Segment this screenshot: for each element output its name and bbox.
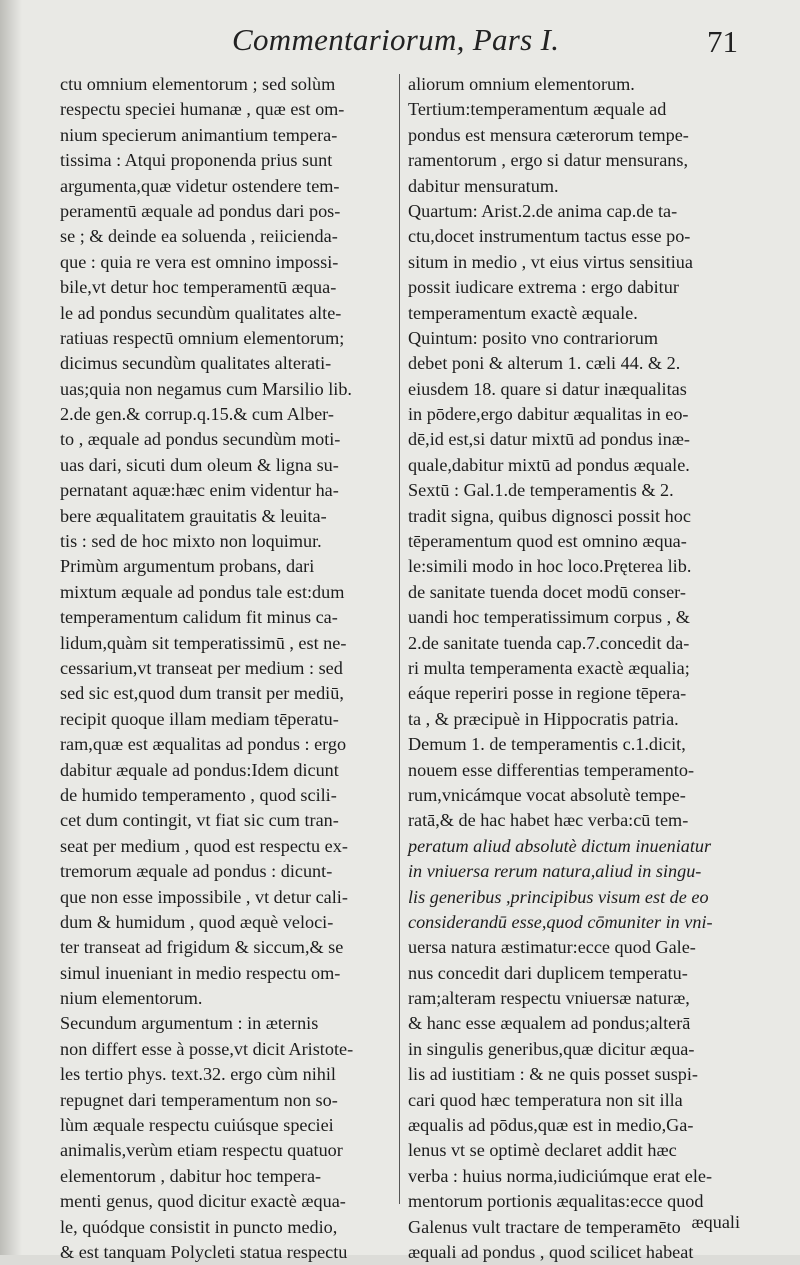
running-head: Commentariorum, Pars I.: [232, 22, 560, 57]
text-line: peramentū æquale ad pondus dari pos-: [60, 200, 341, 221]
text-line: que : quia re vera est omnino impossi-: [60, 251, 339, 272]
text-line: peratum aliud absolutè dictum inueniatur: [408, 835, 712, 856]
text-line: le:simili modo in hoc loco.Prętereа lib.: [408, 556, 692, 577]
text-line: 2.de gen.& corrup.q.15.& cum Alber-: [60, 404, 334, 425]
right-text-column: [408, 72, 768, 1262]
text-line: nium elementorum.: [60, 988, 203, 1009]
text-line: eiusdem 18. quare si datur inæqualitas: [408, 378, 687, 399]
text-line: sed sic est,quod dum transit per mediū,: [60, 683, 344, 704]
text-line: le ad pondus secundùm qualitates alte-: [60, 302, 342, 323]
catchword: æquali: [691, 1212, 740, 1232]
text-line: lidum,quàm sit temperatissimū , est ne-: [60, 632, 347, 653]
column-divider: [399, 74, 400, 1204]
text-line: lis generibus ,principibus visum est de eo: [408, 886, 709, 907]
text-line: de humido temperamento , quod scili-: [60, 784, 337, 805]
text-line: rum,vnicámque vocat absolutè tempe-: [408, 784, 686, 805]
text-line: in singulis generibus,quæ dicitur æqua-: [408, 1038, 695, 1059]
text-line: in vniuersa rerum natura,aliud in singu-: [408, 861, 702, 882]
text-line: cet dum contingit, vt fiat sic cum tran-: [60, 810, 339, 831]
text-line: temperamentum exactè æquale.: [408, 302, 638, 323]
text-line: situm in medio , vt eius virtus sensitiua: [408, 251, 693, 272]
text-line: uas;quia non negamus cum Marsilio lib.: [60, 378, 352, 399]
text-line: ratiuas respectū omnium elementorum;: [60, 327, 345, 348]
text-line: se ; & deinde ea soluenda , reiicienda-: [60, 226, 338, 247]
text-line: dum & humidum , quod æquè veloci-: [60, 911, 334, 932]
text-line: dabitur mensuratum.: [408, 175, 559, 196]
text-line: ratā,& de hac habet hæc verba:cū tem-: [408, 810, 689, 831]
text-line: ramentorum , ergo si datur mensurans,: [408, 150, 688, 171]
text-line: uandi hoc temperatissimum corpus , &: [408, 607, 690, 628]
text-line: uas dari, sicuti dum oleum & ligna su-: [60, 454, 339, 475]
text-line: nus concedit dari duplicem temperatu-: [408, 962, 688, 983]
text-line: ram;alteram respectu vniuersæ naturæ,: [408, 988, 690, 1009]
text-line: verba : huius norma,iudiciúmque erat ele-: [408, 1165, 713, 1186]
text-line: mentorum portionis æqualitas:ecce quod: [408, 1191, 704, 1212]
text-line: menti genus, quod dicitur exactè æqua-: [60, 1191, 346, 1212]
text-line: Galenus vult tractare de temperamēto: [408, 1216, 681, 1237]
left-text-column: [60, 72, 392, 1262]
text-line: seat per medium , quod est respectu ex-: [60, 835, 348, 856]
text-line: & hanc esse æqualem ad pondus;alterā: [408, 1013, 691, 1034]
text-line: lis ad iustitiam : & ne quis posset suspi-: [408, 1064, 698, 1085]
text-line: dicimus secundùm qualitates alterati-: [60, 353, 332, 374]
text-line: Secundum argumentum : in æternis: [60, 1013, 319, 1034]
page-number: 71: [707, 24, 738, 59]
text-line: argumenta,quæ videtur ostendere tem-: [60, 175, 340, 196]
text-line: simul inueniant in medio respectu om-: [60, 962, 341, 983]
text-line: mixtum æquale ad pondus tale est:dum: [60, 581, 345, 602]
text-line: les tertio phys. text.32. ergo cùm nihil: [60, 1064, 336, 1085]
text-line: tremorum æquale ad pondus : dicunt-: [60, 861, 333, 882]
text-line: debet poni & alterum 1. cæli 44. & 2.: [408, 353, 681, 374]
text-line: ctu omnium elementorum ; sed solùm: [60, 74, 336, 94]
text-line: pondus est mensura cæterorum tempe-: [408, 124, 689, 145]
text-line: quale,dabitur mixtū ad pondus æquale.: [408, 454, 690, 475]
text-line: le, quódque consistit in puncto medio,: [60, 1216, 338, 1237]
page-header: [0, 22, 800, 66]
text-line: respectu speciei humanæ , quæ est om-: [60, 99, 345, 120]
text-line: temperamentum calidum fit minus ca-: [60, 607, 338, 628]
text-line: cessarium,vt transeat per medium : sed: [60, 657, 343, 678]
text-line: dabitur æquale ad pondus:Idem dicunt: [60, 759, 339, 780]
text-line: 2.de sanitate tuenda cap.7.concedit da-: [408, 632, 690, 653]
text-line: considerandū esse,quod cōmuniter in vni-: [408, 911, 713, 932]
text-line: in pōdere,ergo dabitur æqualitas in eo-: [408, 404, 689, 425]
text-line: Demum 1. de temperamentis c.1.dicit,: [408, 734, 686, 755]
page-gutter-shadow: [0, 0, 22, 1255]
text-line: eáque reperiri posse in regione tēpera-: [408, 683, 687, 704]
text-line: Quartum: Arist.2.de anima cap.de ta-: [408, 200, 678, 221]
text-line: animalis,verùm etiam respectu quatuor: [60, 1140, 343, 1161]
text-line: repugnet dari temperamentum non so-: [60, 1089, 338, 1110]
text-line: Primùm argumentum probans, dari: [60, 556, 315, 577]
text-line: ter transeat ad frigidum & siccum,& se: [60, 937, 344, 958]
text-line: Tertium:temperamentum æquale ad: [408, 99, 667, 120]
text-line: to , æquale ad pondus secundùm moti-: [60, 429, 341, 450]
text-line: non differt esse à posse,vt dicit Aristote-: [60, 1038, 354, 1059]
text-line: cari quod hæc temperatura non sit illa: [408, 1089, 683, 1110]
text-line: ram,quæ est æqualitas ad pondus : ergo: [60, 734, 347, 755]
text-line: dē,id est,si datur mixtū ad pondus inæ-: [408, 429, 690, 450]
text-line: pernatant aquæ:hæc enim videntur ha-: [60, 480, 339, 501]
text-line: lenus vt se optimè declaret addit hæc: [408, 1140, 677, 1161]
text-line: Quintum: posito vno contrariorum: [408, 327, 659, 348]
text-line: Sextū : Gal.1.de temperamentis & 2.: [408, 480, 674, 501]
text-line: aliorum omnium elementorum.: [408, 74, 635, 94]
text-line: ta , & præcipuè in Hippocratis patria.: [408, 708, 679, 729]
text-line: tradit signa, quibus dignosci possit hoc: [408, 505, 691, 526]
text-line: & est tanquam Polycleti statua respectu: [60, 1241, 348, 1262]
text-line: que non esse impossibile , vt detur cali-: [60, 886, 348, 907]
text-line: bere æqualitatem grauitatis & leuita-: [60, 505, 327, 526]
text-line: æquali ad pondus , quod scilicet habeat: [408, 1241, 694, 1262]
text-line: æqualis ad pōdus,quæ est in medio,Ga-: [408, 1115, 694, 1136]
text-line: nium specierum animantium tempera-: [60, 124, 338, 145]
text-line: possit iudicare extrema : ergo dabitur: [408, 277, 679, 298]
text-line: recipit quoque illam mediam tēperatu-: [60, 708, 339, 729]
text-line: ri multa temperamenta exactè æqualia;: [408, 657, 690, 678]
text-line: elementorum , dabitur hoc tempera-: [60, 1165, 322, 1186]
text-line: uersa natura æstimatur:ecce quod Gale-: [408, 937, 696, 958]
text-line: tissima : Atqui proponenda prius sunt: [60, 150, 333, 171]
text-line: lùm æquale respectu cuiúsque speciei: [60, 1115, 334, 1136]
text-line: de sanitate tuenda docet modū conser-: [408, 581, 686, 602]
text-line: tēperamentum quod est omnino æqua-: [408, 531, 687, 552]
text-line: nouem esse differentias temperamento-: [408, 759, 695, 780]
text-line: bile,vt detur hoc temperamentū æqua-: [60, 277, 337, 298]
text-line: tis : sed de hoc mixto non loquimur.: [60, 531, 322, 552]
text-line: ctu,docet instrumentum tactus esse po-: [408, 226, 691, 247]
